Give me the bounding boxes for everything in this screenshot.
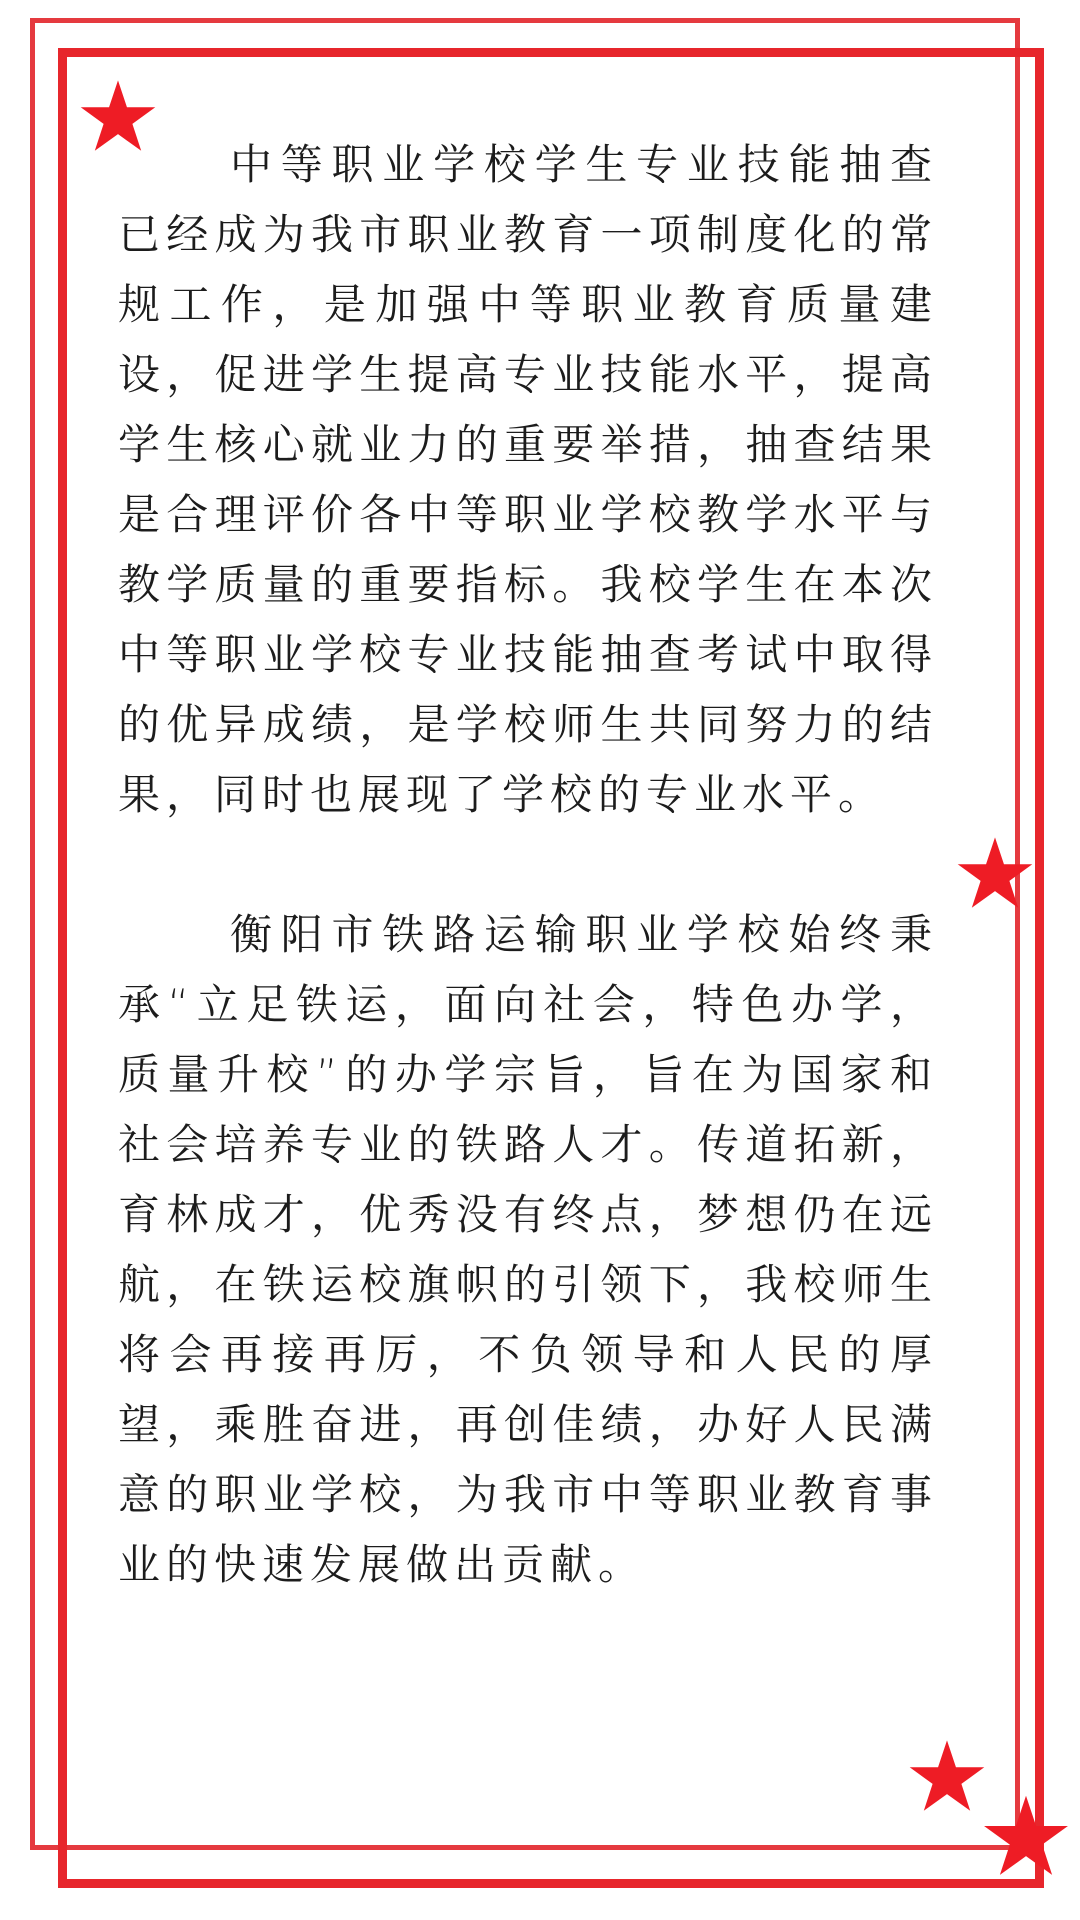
- article-body: [118, 130, 938, 1600]
- star-icon: [981, 1793, 1071, 1883]
- paragraph-1: 中等职业学校学生专业技能抽查已经成为我市职业教育一项制度化的常规工作，是加强中等职业教育质量建设，促进学生提高专业技能水平，提高学生核心就业力的重要举措，抽查结果是合理评价各中等职业学校教学水平与教学质量的重要指标。我校学生在本次中等职业学校专业技能抽查考试中取得的优异成绩，是学校师生共同努力的结果，同时也展现了学校的专业水平。: [118, 140, 938, 819]
- star-icon: [955, 835, 1035, 915]
- paragraph-2: 衡阳市铁路运输职业学校始终秉承“立足铁运，面向社会，特色办学，质量升校”的办学宗旨，旨在为国家和社会培养专业的铁路人才。传道拓新，育林成才，优秀没有终点，梦想仍在远航，在铁运校旗帜的引领下，我校师生将会再接再厉，不负领导和人民的厚望，乘胜奋进，再创佳绩，办好人民满意的职业学校，为我市中等职业教育事业的快速发展做出贡献。: [118, 910, 938, 1589]
- star-icon: [907, 1738, 987, 1818]
